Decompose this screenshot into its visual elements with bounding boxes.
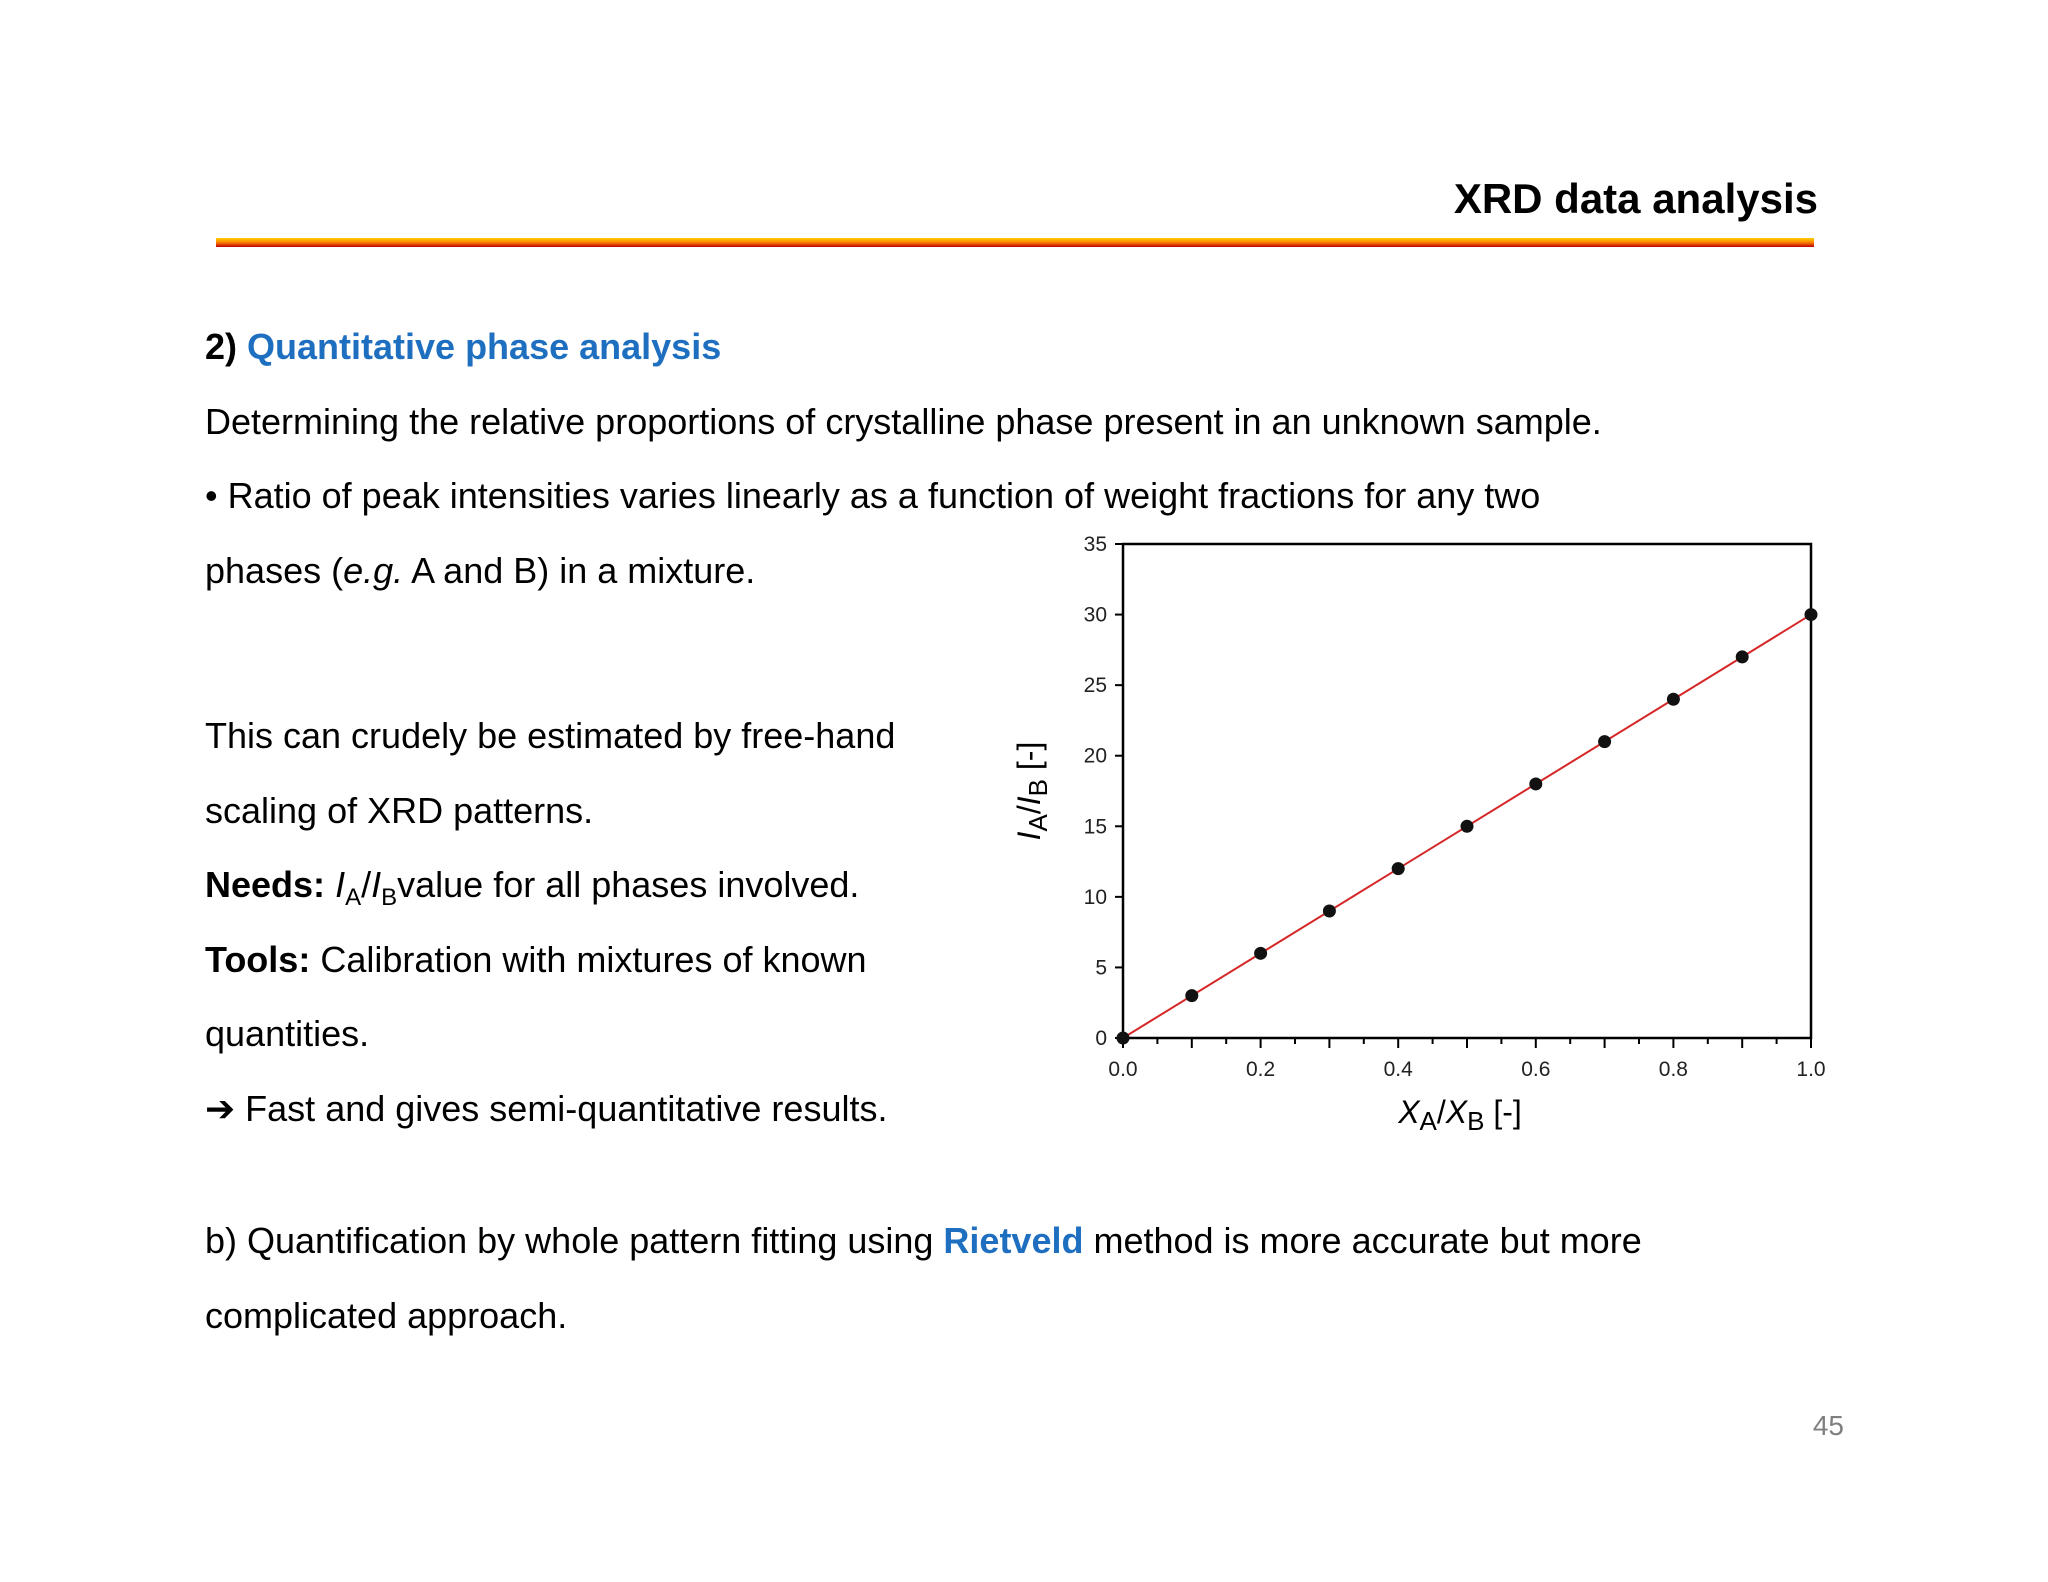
bullet-ratio-text: • Ratio of peak intensities varies linearly as a function of weight fractions for any two xyxy=(205,475,1541,516)
y-tick-label: 5 xyxy=(1095,956,1107,980)
rietveld-line-continued: complicated approach. xyxy=(205,1295,568,1336)
needs-line xyxy=(205,863,859,920)
y-tick-label: 35 xyxy=(1083,533,1107,556)
data-point xyxy=(1529,777,1542,790)
data-point xyxy=(1598,735,1611,748)
x-label-var1: X xyxy=(1398,1094,1420,1130)
y-label-var2: I xyxy=(1011,796,1047,806)
needs-text: value for all phases involved. xyxy=(397,864,860,905)
y-label-sub2: B xyxy=(1023,778,1053,797)
section-title: Quantitative phase analysis xyxy=(247,326,722,367)
y-tick-label: 25 xyxy=(1083,674,1107,698)
rietveld-text-post: method is more accurate but more xyxy=(1083,1220,1642,1261)
data-points xyxy=(1117,608,1818,1044)
data-point xyxy=(1185,989,1198,1002)
title-underline xyxy=(216,238,1814,247)
tools-label: Tools: xyxy=(205,939,311,980)
y-label-sub1: A xyxy=(1023,814,1053,832)
data-point xyxy=(1736,650,1749,663)
data-point xyxy=(1461,820,1474,833)
y-tick-label: 0 xyxy=(1095,1027,1107,1050)
data-point xyxy=(1117,1032,1130,1045)
tools-text: Calibration with mixtures of known xyxy=(310,939,867,980)
data-point xyxy=(1254,947,1267,960)
y-label-unit: [-] xyxy=(1011,741,1047,779)
y-tick-label: 30 xyxy=(1083,603,1107,627)
definition-text: Determining the relative proportions of crystalline phase present in an unknown sample. xyxy=(205,401,1602,442)
y-axis-label xyxy=(1011,742,1053,841)
x-tick-label: 0.4 xyxy=(1383,1058,1413,1081)
needs-ib: I xyxy=(371,864,382,905)
data-point xyxy=(1323,904,1336,917)
y-tick-label: 15 xyxy=(1083,815,1107,839)
x-label-var2: X xyxy=(1445,1094,1468,1130)
data-point xyxy=(1667,693,1680,706)
eg-text: e.g. xyxy=(343,550,404,591)
y-axis-ticks xyxy=(1084,533,1123,1050)
bullet-ratio-continued xyxy=(205,549,755,593)
page-number: 45 xyxy=(1812,1410,1844,1441)
slide-title: XRD data analysis xyxy=(1453,175,1818,222)
rietveld-text-pre: b) Quantification by whole pattern fitting using xyxy=(205,1220,944,1261)
y-label-var1: I xyxy=(1011,831,1047,841)
section-heading xyxy=(205,325,721,369)
data-point xyxy=(1805,608,1818,621)
rietveld-line xyxy=(205,1219,1642,1263)
quantities-text: quantities. xyxy=(205,1013,370,1054)
needs-label: Needs: xyxy=(205,864,326,905)
y-tick-label: 20 xyxy=(1083,744,1107,768)
x-tick-label: 0.0 xyxy=(1108,1058,1138,1081)
estimate-text-continued: scaling of XRD patterns. xyxy=(205,790,594,831)
x-axis-label xyxy=(1397,1094,1522,1136)
x-label-sub2: B xyxy=(1467,1106,1485,1136)
section-number: 2) xyxy=(205,326,238,367)
tools-line xyxy=(205,938,867,982)
plot-frame xyxy=(1123,544,1811,1038)
fast-text: Fast and gives semi-quantitative results. xyxy=(235,1088,888,1129)
needs-sub-b: B xyxy=(381,884,398,912)
x-label-slash: / xyxy=(1436,1094,1446,1130)
arrow-icon: ➔ xyxy=(205,1088,236,1129)
estimate-text: This can crudely be estimated by free-hand xyxy=(205,715,896,756)
data-point xyxy=(1392,862,1405,875)
x-tick-label: 0.8 xyxy=(1658,1058,1689,1081)
y-tick-label: 10 xyxy=(1083,885,1107,909)
y-label-slash: / xyxy=(1011,805,1047,815)
x-tick-label: 0.2 xyxy=(1245,1058,1276,1081)
fast-line xyxy=(205,1087,887,1131)
x-axis-ticks xyxy=(1108,1038,1825,1081)
rietveld-keyword: Rietveld xyxy=(943,1220,1084,1261)
x-tick-label: 1.0 xyxy=(1796,1058,1826,1081)
phases-text-pre: phases ( xyxy=(205,550,344,591)
x-label-unit: [-] xyxy=(1484,1094,1522,1130)
calibration-chart xyxy=(990,520,1870,1150)
needs-sub-a: A xyxy=(345,884,362,912)
needs-slash: / xyxy=(361,864,372,905)
needs-ia: I xyxy=(335,864,346,905)
x-tick-label: 0.6 xyxy=(1521,1058,1551,1081)
x-label-sub1: A xyxy=(1419,1106,1437,1136)
phases-text-post: A and B) in a mixture. xyxy=(403,550,756,591)
